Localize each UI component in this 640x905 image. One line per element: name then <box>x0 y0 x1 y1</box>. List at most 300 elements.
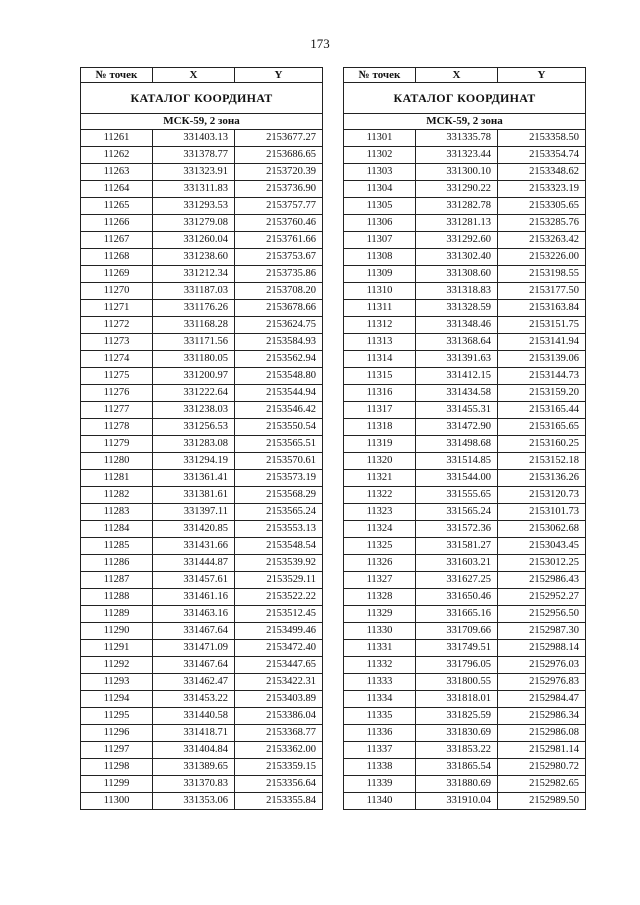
cell-point-number: 11324 <box>344 521 416 538</box>
table-row <box>81 538 323 555</box>
cell-x: 331581.27 <box>416 538 498 555</box>
cell-y: 2153735.86 <box>235 266 323 283</box>
cell-x: 331467.64 <box>153 657 235 674</box>
cell-y: 2153499.46 <box>235 623 323 640</box>
cell-y: 2153624.75 <box>235 317 323 334</box>
table-row <box>344 470 586 487</box>
table-row <box>344 504 586 521</box>
cell-point-number: 11286 <box>81 555 153 572</box>
cell-point-number: 11283 <box>81 504 153 521</box>
table-row <box>344 266 586 283</box>
cell-y: 2153165.65 <box>498 419 586 436</box>
table-row <box>344 249 586 266</box>
table-row <box>81 249 323 266</box>
cell-point-number: 11277 <box>81 402 153 419</box>
cell-x: 331180.05 <box>153 351 235 368</box>
cell-point-number: 11333 <box>344 674 416 691</box>
cell-x: 331420.85 <box>153 521 235 538</box>
table-row <box>81 708 323 725</box>
cell-x: 331335.78 <box>416 130 498 147</box>
cell-x: 331472.90 <box>416 419 498 436</box>
cell-point-number: 11296 <box>81 725 153 742</box>
cell-x: 331389.65 <box>153 759 235 776</box>
cell-point-number: 11328 <box>344 589 416 606</box>
table-row <box>344 759 586 776</box>
table-row <box>81 589 323 606</box>
table-row <box>344 453 586 470</box>
table-row <box>81 606 323 623</box>
cell-y: 2153403.89 <box>235 691 323 708</box>
cell-point-number: 11323 <box>344 504 416 521</box>
table-row <box>344 538 586 555</box>
cell-point-number: 11325 <box>344 538 416 555</box>
table-row <box>81 725 323 742</box>
cell-point-number: 11301 <box>344 130 416 147</box>
cell-x: 331880.69 <box>416 776 498 793</box>
cell-y: 2153043.45 <box>498 538 586 555</box>
cell-point-number: 11288 <box>81 589 153 606</box>
cell-x: 331187.03 <box>153 283 235 300</box>
table-row <box>344 555 586 572</box>
cell-x: 331348.46 <box>416 317 498 334</box>
cell-point-number: 11262 <box>81 147 153 164</box>
cell-x: 331910.04 <box>416 793 498 810</box>
cell-x: 331463.16 <box>153 606 235 623</box>
column-header-x: X <box>416 68 498 83</box>
cell-x: 331311.83 <box>153 181 235 198</box>
cell-y: 2153562.94 <box>235 351 323 368</box>
table-row <box>344 725 586 742</box>
cell-point-number: 11308 <box>344 249 416 266</box>
table-row <box>81 334 323 351</box>
cell-point-number: 11268 <box>81 249 153 266</box>
table-row <box>344 521 586 538</box>
cell-y: 2153355.84 <box>235 793 323 810</box>
cell-y: 2152952.27 <box>498 589 586 606</box>
cell-point-number: 11274 <box>81 351 153 368</box>
cell-y: 2153136.26 <box>498 470 586 487</box>
table-row <box>81 776 323 793</box>
cell-x: 331800.55 <box>416 674 498 691</box>
cell-y: 2152982.65 <box>498 776 586 793</box>
cell-point-number: 11314 <box>344 351 416 368</box>
table-row <box>344 657 586 674</box>
cell-point-number: 11289 <box>81 606 153 623</box>
cell-y: 2153544.94 <box>235 385 323 402</box>
cell-y: 2152986.43 <box>498 572 586 589</box>
cell-point-number: 11284 <box>81 521 153 538</box>
column-header-x: X <box>153 68 235 83</box>
cell-point-number: 11335 <box>344 708 416 725</box>
table-row <box>81 317 323 334</box>
table-row <box>344 742 586 759</box>
table-row <box>344 232 586 249</box>
cell-y: 2153553.13 <box>235 521 323 538</box>
table-row <box>81 164 323 181</box>
table-row <box>81 232 323 249</box>
cell-point-number: 11337 <box>344 742 416 759</box>
cell-x: 331292.60 <box>416 232 498 249</box>
cell-x: 331200.97 <box>153 368 235 385</box>
table-row <box>81 385 323 402</box>
table-row <box>344 708 586 725</box>
cell-y: 2152976.03 <box>498 657 586 674</box>
table-row <box>344 691 586 708</box>
table-row <box>81 504 323 521</box>
cell-y: 2153226.00 <box>498 249 586 266</box>
cell-point-number: 11311 <box>344 300 416 317</box>
cell-point-number: 11299 <box>81 776 153 793</box>
cell-x: 331391.63 <box>416 351 498 368</box>
column-header-point: № точек <box>344 68 416 83</box>
coordinate-catalog-table-right <box>343 67 586 810</box>
cell-y: 2153354.74 <box>498 147 586 164</box>
cell-point-number: 11332 <box>344 657 416 674</box>
cell-x: 331302.40 <box>416 249 498 266</box>
table-row <box>344 487 586 504</box>
table-row <box>344 385 586 402</box>
cell-point-number: 11266 <box>81 215 153 232</box>
cell-x: 331462.47 <box>153 674 235 691</box>
cell-point-number: 11309 <box>344 266 416 283</box>
cell-point-number: 11300 <box>81 793 153 810</box>
cell-point-number: 11318 <box>344 419 416 436</box>
cell-x: 331431.66 <box>153 538 235 555</box>
cell-x: 331308.60 <box>416 266 498 283</box>
cell-x: 331222.64 <box>153 385 235 402</box>
table-row <box>81 555 323 572</box>
cell-x: 331281.13 <box>416 215 498 232</box>
cell-y: 2153708.20 <box>235 283 323 300</box>
cell-point-number: 11269 <box>81 266 153 283</box>
table-row <box>81 215 323 232</box>
cell-x: 331279.08 <box>153 215 235 232</box>
cell-x: 331471.09 <box>153 640 235 657</box>
table-row <box>344 572 586 589</box>
cell-y: 2153546.42 <box>235 402 323 419</box>
cell-y: 2153263.42 <box>498 232 586 249</box>
catalog-subtitle: МСК-59, 2 зона <box>81 114 323 130</box>
cell-y: 2153539.92 <box>235 555 323 572</box>
cell-x: 331650.46 <box>416 589 498 606</box>
table-row <box>81 300 323 317</box>
cell-y: 2153677.27 <box>235 130 323 147</box>
cell-x: 331749.51 <box>416 640 498 657</box>
cell-point-number: 11305 <box>344 198 416 215</box>
cell-x: 331290.22 <box>416 181 498 198</box>
cell-y: 2152986.34 <box>498 708 586 725</box>
cell-point-number: 11280 <box>81 453 153 470</box>
cell-y: 2153584.93 <box>235 334 323 351</box>
cell-x: 331368.64 <box>416 334 498 351</box>
cell-point-number: 11279 <box>81 436 153 453</box>
table-row <box>81 793 323 810</box>
table-body <box>344 130 586 810</box>
cell-point-number: 11293 <box>81 674 153 691</box>
cell-x: 331603.21 <box>416 555 498 572</box>
table-row <box>81 368 323 385</box>
page-number: 173 <box>310 36 330 51</box>
table-row <box>344 300 586 317</box>
cell-y: 2153573.19 <box>235 470 323 487</box>
cell-x: 331514.85 <box>416 453 498 470</box>
cell-point-number: 11264 <box>81 181 153 198</box>
cell-y: 2153686.65 <box>235 147 323 164</box>
cell-point-number: 11295 <box>81 708 153 725</box>
table-row <box>344 198 586 215</box>
cell-y: 2153305.65 <box>498 198 586 215</box>
cell-x: 331283.08 <box>153 436 235 453</box>
table-row <box>344 164 586 181</box>
cell-x: 331818.01 <box>416 691 498 708</box>
cell-x: 331565.24 <box>416 504 498 521</box>
cell-y: 2153151.75 <box>498 317 586 334</box>
cell-x: 331238.60 <box>153 249 235 266</box>
cell-y: 2153163.84 <box>498 300 586 317</box>
cell-y: 2152988.14 <box>498 640 586 657</box>
table-row <box>81 351 323 368</box>
table-row <box>81 181 323 198</box>
cell-y: 2153323.19 <box>498 181 586 198</box>
cell-point-number: 11292 <box>81 657 153 674</box>
table-row <box>344 130 586 147</box>
cell-y: 2153386.04 <box>235 708 323 725</box>
cell-y: 2152989.50 <box>498 793 586 810</box>
cell-x: 331455.31 <box>416 402 498 419</box>
cell-x: 331378.77 <box>153 147 235 164</box>
table-body <box>81 130 323 810</box>
cell-point-number: 11282 <box>81 487 153 504</box>
cell-y: 2153529.11 <box>235 572 323 589</box>
table-row <box>81 657 323 674</box>
cell-point-number: 11273 <box>81 334 153 351</box>
cell-y: 2152980.72 <box>498 759 586 776</box>
cell-y: 2153568.29 <box>235 487 323 504</box>
catalog-title: КАТАЛОГ КООРДИНАТ <box>81 83 323 114</box>
cell-point-number: 11270 <box>81 283 153 300</box>
cell-x: 331403.13 <box>153 130 235 147</box>
cell-x: 331467.64 <box>153 623 235 640</box>
cell-y: 2153761.66 <box>235 232 323 249</box>
cell-y: 2153144.73 <box>498 368 586 385</box>
cell-point-number: 11312 <box>344 317 416 334</box>
cell-point-number: 11261 <box>81 130 153 147</box>
cell-point-number: 11263 <box>81 164 153 181</box>
cell-y: 2153177.50 <box>498 283 586 300</box>
table-row <box>81 283 323 300</box>
cell-x: 331361.41 <box>153 470 235 487</box>
cell-x: 331323.44 <box>416 147 498 164</box>
table-row <box>344 368 586 385</box>
cell-point-number: 11310 <box>344 283 416 300</box>
cell-x: 331825.59 <box>416 708 498 725</box>
cell-y: 2153422.31 <box>235 674 323 691</box>
cell-point-number: 11285 <box>81 538 153 555</box>
cell-x: 331709.66 <box>416 623 498 640</box>
cell-y: 2153160.25 <box>498 436 586 453</box>
cell-point-number: 11272 <box>81 317 153 334</box>
table-row <box>81 402 323 419</box>
cell-point-number: 11315 <box>344 368 416 385</box>
cell-y: 2153285.76 <box>498 215 586 232</box>
cell-x: 331282.78 <box>416 198 498 215</box>
cell-y: 2153362.00 <box>235 742 323 759</box>
cell-point-number: 11278 <box>81 419 153 436</box>
cell-point-number: 11321 <box>344 470 416 487</box>
cell-y: 2153165.44 <box>498 402 586 419</box>
table-row <box>81 487 323 504</box>
cell-x: 331412.15 <box>416 368 498 385</box>
cell-x: 331453.22 <box>153 691 235 708</box>
cell-x: 331323.91 <box>153 164 235 181</box>
cell-y: 2152976.83 <box>498 674 586 691</box>
cell-x: 331260.04 <box>153 232 235 249</box>
table-row <box>81 147 323 164</box>
table-row <box>81 521 323 538</box>
cell-x: 331544.00 <box>416 470 498 487</box>
cell-x: 331665.16 <box>416 606 498 623</box>
cell-point-number: 11331 <box>344 640 416 657</box>
cell-x: 331853.22 <box>416 742 498 759</box>
cell-point-number: 11307 <box>344 232 416 249</box>
cell-x: 331434.58 <box>416 385 498 402</box>
table-row <box>344 419 586 436</box>
table-row <box>344 402 586 419</box>
cell-point-number: 11271 <box>81 300 153 317</box>
cell-x: 331440.58 <box>153 708 235 725</box>
cell-x: 331381.61 <box>153 487 235 504</box>
table-row <box>81 742 323 759</box>
table-row <box>81 198 323 215</box>
cell-x: 331168.28 <box>153 317 235 334</box>
table-row <box>81 436 323 453</box>
table-row <box>344 351 586 368</box>
cell-y: 2152984.47 <box>498 691 586 708</box>
cell-x: 331370.83 <box>153 776 235 793</box>
cell-point-number: 11336 <box>344 725 416 742</box>
table-row <box>81 130 323 147</box>
cell-y: 2153565.24 <box>235 504 323 521</box>
cell-y: 2153565.51 <box>235 436 323 453</box>
cell-point-number: 11340 <box>344 793 416 810</box>
cell-y: 2153736.90 <box>235 181 323 198</box>
cell-point-number: 11322 <box>344 487 416 504</box>
column-header-point: № точек <box>81 68 153 83</box>
cell-y: 2153512.45 <box>235 606 323 623</box>
cell-point-number: 11294 <box>81 691 153 708</box>
cell-point-number: 11298 <box>81 759 153 776</box>
cell-x: 331256.53 <box>153 419 235 436</box>
cell-x: 331418.71 <box>153 725 235 742</box>
cell-y: 2153356.64 <box>235 776 323 793</box>
cell-point-number: 11330 <box>344 623 416 640</box>
cell-y: 2153358.50 <box>498 130 586 147</box>
cell-x: 331457.61 <box>153 572 235 589</box>
table-row <box>81 691 323 708</box>
cell-y: 2152981.14 <box>498 742 586 759</box>
cell-y: 2153548.54 <box>235 538 323 555</box>
table-row <box>344 606 586 623</box>
cell-point-number: 11313 <box>344 334 416 351</box>
cell-y: 2153159.20 <box>498 385 586 402</box>
cell-y: 2153012.25 <box>498 555 586 572</box>
cell-y: 2153368.77 <box>235 725 323 742</box>
cell-point-number: 11276 <box>81 385 153 402</box>
cell-x: 331461.16 <box>153 589 235 606</box>
cell-y: 2153720.39 <box>235 164 323 181</box>
cell-point-number: 11320 <box>344 453 416 470</box>
cell-x: 331572.36 <box>416 521 498 538</box>
catalog-title: КАТАЛОГ КООРДИНАТ <box>344 83 586 114</box>
column-header-y: Y <box>498 68 586 83</box>
table-row <box>344 317 586 334</box>
cell-y: 2153760.46 <box>235 215 323 232</box>
cell-x: 331404.84 <box>153 742 235 759</box>
table-row <box>344 283 586 300</box>
cell-y: 2153753.67 <box>235 249 323 266</box>
catalog-subtitle: МСК-59, 2 зона <box>344 114 586 130</box>
table-row <box>344 623 586 640</box>
cell-point-number: 11317 <box>344 402 416 419</box>
cell-y: 2153548.80 <box>235 368 323 385</box>
cell-x: 331444.87 <box>153 555 235 572</box>
table-row <box>81 623 323 640</box>
cell-point-number: 11290 <box>81 623 153 640</box>
cell-x: 331318.83 <box>416 283 498 300</box>
table-row <box>344 436 586 453</box>
cell-y: 2153522.22 <box>235 589 323 606</box>
table-row <box>81 419 323 436</box>
cell-x: 331176.26 <box>153 300 235 317</box>
table-row <box>81 572 323 589</box>
table-row <box>344 147 586 164</box>
cell-x: 331353.06 <box>153 793 235 810</box>
cell-point-number: 11267 <box>81 232 153 249</box>
cell-point-number: 11304 <box>344 181 416 198</box>
cell-y: 2153120.73 <box>498 487 586 504</box>
cell-point-number: 11319 <box>344 436 416 453</box>
cell-x: 331397.11 <box>153 504 235 521</box>
cell-point-number: 11327 <box>344 572 416 589</box>
cell-y: 2153550.54 <box>235 419 323 436</box>
cell-y: 2152987.30 <box>498 623 586 640</box>
cell-y: 2153359.15 <box>235 759 323 776</box>
table-row <box>81 470 323 487</box>
table-row <box>81 266 323 283</box>
cell-y: 2153348.62 <box>498 164 586 181</box>
cell-y: 2153101.73 <box>498 504 586 521</box>
cell-y: 2153447.65 <box>235 657 323 674</box>
cell-point-number: 11339 <box>344 776 416 793</box>
cell-point-number: 11334 <box>344 691 416 708</box>
cell-x: 331328.59 <box>416 300 498 317</box>
table-row <box>81 453 323 470</box>
cell-point-number: 11303 <box>344 164 416 181</box>
cell-x: 331293.53 <box>153 198 235 215</box>
cell-x: 331212.34 <box>153 266 235 283</box>
cell-y: 2153757.77 <box>235 198 323 215</box>
cell-y: 2152986.08 <box>498 725 586 742</box>
table-row <box>81 674 323 691</box>
cell-y: 2153570.61 <box>235 453 323 470</box>
cell-x: 331498.68 <box>416 436 498 453</box>
cell-point-number: 11302 <box>344 147 416 164</box>
cell-y: 2153472.40 <box>235 640 323 657</box>
cell-point-number: 11275 <box>81 368 153 385</box>
table-row <box>344 793 586 810</box>
cell-point-number: 11338 <box>344 759 416 776</box>
cell-y: 2153198.55 <box>498 266 586 283</box>
